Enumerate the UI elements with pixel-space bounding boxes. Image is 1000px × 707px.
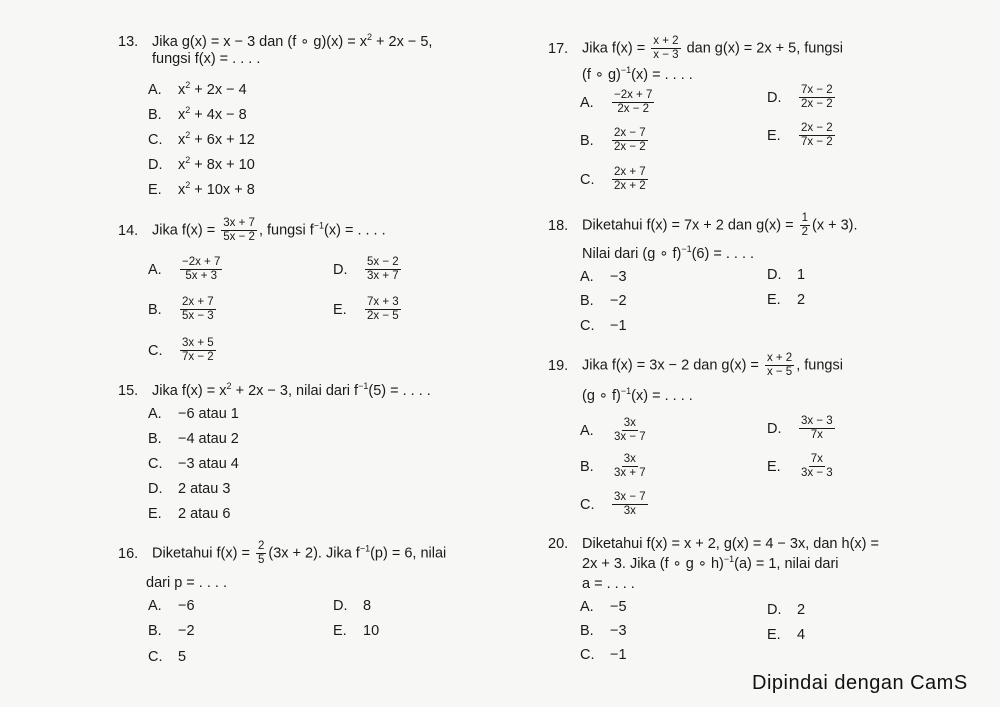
option-17-a[interactable]: A. $\frac{-2x + 7}{2x - 2}$ [580, 89, 653, 116]
option-13-e[interactable]: E. $x^2 + 10x + 8$ [148, 180, 255, 198]
option-20-d[interactable]: D. 2 [767, 602, 806, 618]
option-17-c[interactable]: C. $\frac{2x + 7}{2x + 2}$ [580, 166, 646, 193]
option-16-d[interactable]: D. 8 [333, 598, 372, 614]
question-14: 14. Jika f(x) = $\frac{3x + 7}{5x - 2}$ , fungsi $f^{-1}(x)$ = . . . . [118, 217, 386, 244]
question-19: 19. Jika f(x) = 3x − 2 dan g(x) = $\frac{x + 2}{x - 5}$ , fungsi (g ∘ f)$^{-1}$(x) = . . . . [548, 352, 843, 404]
option-13-a[interactable]: A. $x^2 + 2x - 4$ [148, 80, 247, 98]
option-13-c[interactable]: C. $x^2 + 6x + 12$ [148, 130, 255, 148]
option-14-d[interactable]: D. $\frac{5x - 2}{3x + 7}$ [333, 256, 399, 283]
option-20-e[interactable]: E. 4 [767, 627, 806, 643]
question-15: 15. Jika $f(x) = x^2 + 2x - 3$, nilai dari $f^{-1}(5)$ = . . . . [118, 381, 431, 399]
option-19-d[interactable]: D. $\frac{3x - 3}{7x}$ [767, 415, 833, 442]
question-18: 18. Diketahui f(x) = 7x + 2 dan g(x) = $\frac{1}{2}$ (x + 3). Nilai dari (g ∘ f)$^{-1}$(6) = . . . . [548, 212, 858, 262]
option-16-b[interactable]: B. −2 [148, 623, 195, 639]
option-18-b[interactable]: B. −2 [580, 293, 627, 309]
option-16-c[interactable]: C. 5 [148, 649, 187, 665]
option-19-b[interactable]: B. $\frac{3x}{3x + 7}$ [580, 453, 646, 480]
option-17-b[interactable]: B. $\frac{2x - 7}{2x - 2}$ [580, 127, 646, 154]
option-15-b[interactable]: B. −4 atau 2 [148, 431, 239, 447]
option-19-c[interactable]: C. $\frac{3x - 7}{3x}$ [580, 491, 646, 518]
option-18-e[interactable]: E. 2 [767, 292, 806, 308]
question-17: 17. Jika f(x) = $\frac{x + 2}{x - 3}$ dan g(x) = 2x + 5, fungsi (f ∘ g)$^{-1}$(x) = . . . . [548, 35, 843, 83]
option-18-c[interactable]: C. −1 [580, 318, 627, 334]
scanner-watermark: Dipindai dengan CamS [752, 672, 968, 694]
option-20-b[interactable]: B. −3 [580, 623, 627, 639]
option-15-e[interactable]: E. 2 atau 6 [148, 506, 231, 522]
question-13: 13. Jika g(x) = x − 3 dan (f ∘ $g)(x) = x^2 + 2x - 5$, fungsi f(x) = . . . . [118, 32, 433, 67]
option-17-e[interactable]: E. $\frac{2x - 2}{7x - 2}$ [767, 122, 833, 149]
option-14-c[interactable]: C. $\frac{3x + 5}{7x - 2}$ [148, 337, 214, 364]
fraction: $\frac{3x + 7}{5x - 2}$ [223, 217, 255, 244]
option-14-e[interactable]: E. $\frac{7x + 3}{2x - 5}$ [333, 296, 399, 323]
option-15-a[interactable]: A. −6 atau 1 [148, 406, 239, 422]
question-16: 16. Diketahui f(x) = $\frac{2}{5}$ (3x + 2). Jika $f^{-1}(p) = 6$, nilai dari p = . . . . [118, 540, 447, 591]
option-18-d[interactable]: D. 1 [767, 267, 806, 283]
question-stem: Jika g(x) = x − 3 dan (f ∘ g)(x) = x [152, 33, 367, 50]
option-20-c[interactable]: C. −1 [580, 647, 627, 663]
option-15-c[interactable]: C. −3 atau 4 [148, 456, 239, 472]
option-18-a[interactable]: A. −3 [580, 269, 627, 285]
option-17-d[interactable]: D. $\frac{7x - 2}{2x - 2}$ [767, 84, 833, 111]
option-19-a[interactable]: A. $\frac{3x}{3x - 7}$ [580, 417, 646, 444]
question-number: 13. [118, 33, 139, 50]
option-13-b[interactable]: B. $x^2 + 4x - 8$ [148, 105, 247, 123]
option-20-a[interactable]: A. −5 [580, 599, 627, 615]
option-14-a[interactable]: A. $\frac{-2x + 7}{5x + 3}$ [148, 256, 221, 283]
option-19-e[interactable]: E. $\frac{7x}{3x - 3}$ [767, 453, 833, 480]
option-13-d[interactable]: D. $x^2 + 8x + 10$ [148, 155, 255, 173]
option-14-b[interactable]: B. $\frac{2x + 7}{5x - 3}$ [148, 296, 214, 323]
option-15-d[interactable]: D. 2 atau 3 [148, 481, 231, 497]
option-16-e[interactable]: E. 10 [333, 623, 380, 639]
option-16-a[interactable]: A. −6 [148, 598, 195, 614]
question-stem-line2: fungsi f(x) = . . . . [152, 51, 261, 67]
question-20: 20. Diketahui f(x) = x + 2, g(x) = 4 − 3x, dan h(x) = 2x + 3. Jika (f ∘ g ∘ h)$^{-1}$(a) = 1, nilai dari a = . . . . [548, 536, 879, 592]
